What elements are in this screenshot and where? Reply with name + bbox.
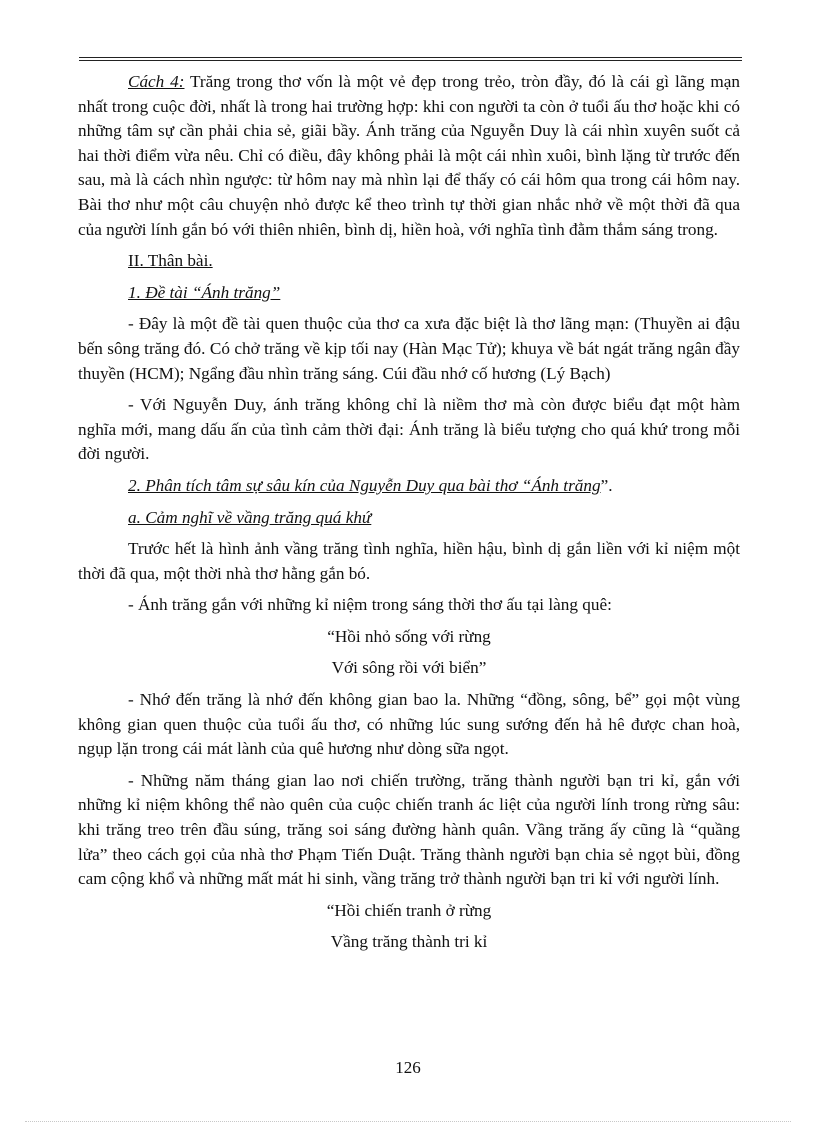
subsection-heading bbox=[78, 506, 740, 531]
topic-heading-text: 1. Đề tài “Ánh trăng” bbox=[128, 282, 281, 302]
cach-4-label: Cách 4: bbox=[128, 72, 185, 91]
header-rule-bottom bbox=[79, 60, 742, 61]
page-number: 126 bbox=[395, 1058, 421, 1077]
analysis-heading bbox=[78, 474, 740, 499]
section-heading bbox=[78, 249, 740, 274]
header-rule-top bbox=[79, 57, 742, 58]
paragraph-cach-4 bbox=[78, 70, 740, 242]
paragraph-nguyen-duy: - Với Nguyễn Duy, ánh trăng không chỉ là niềm thơ mà còn được biểu đạt một hàm nghĩa mới, mang dấu ấn của tình cảm thời đại: Ánh trăng là biểu tượng cho quá khứ trong mỗi đời người. bbox=[78, 395, 740, 464]
verse-line: Với sông rồi với biển” bbox=[331, 658, 487, 678]
verse-line: “Hồi chiến tranh ở rừng bbox=[326, 900, 492, 920]
topic-heading bbox=[78, 281, 740, 306]
analysis-heading-text: 2. Phân tích tâm sự sâu kín của Nguyễn Duy qua bài thơ “Ánh trăng bbox=[128, 475, 601, 495]
paragraph-intro-moon: Trước hết là hình ảnh vầng trăng tình nghĩa, hiền hậu, bình dị gắn liền với kỉ niệm một thời đã qua, một thời nhà thơ hằng gắn bó. bbox=[78, 539, 740, 583]
paragraph-topic-familiar: - Đây là một đề tài quen thuộc của thơ ca xưa đặc biệt là thơ lãng mạn: (Thuyền ai đậu bến sông trăng đó. Có chở trăng về kịp tối nay (Hàn Mạc Tử); khuya về bát ngát trăng ngân đầy thuyền (HCM); Ngẩng đầu nhìn trăng sáng. Cúi đầu nhớ cố hương (Lý Bạch) bbox=[78, 314, 740, 383]
section-heading-text: II. Thân bài. bbox=[128, 251, 213, 271]
subsection-heading-text: a. Cảm nghĩ về vầng trăng quá khứ bbox=[128, 507, 372, 527]
paragraph-space: - Nhớ đến trăng là nhớ đến không gian bao la. Những “đồng, sông, bể” gọi một vùng không gian quen thuộc của tuổi ấu thơ, có những lúc sung sướng đến hả hê được chan hoà, ngụp lặn trong cái mát lành của quê hương như dòng sữa ngọt. bbox=[78, 690, 740, 759]
cach-4-text: Trăng trong thơ vốn là một vẻ đẹp trong trẻo, tròn đầy, đó là cái gì lãng mạn nhất trong cuộc đời, nhất là trong hai trường hợp: khi con người ta còn ở tuổi ấu thơ hoặc khi có những tâm sự cần phải chia sẻ, giãi bầy. Ánh trăng của Nguyễn Duy là cái nhìn xuyên suốt cả hai thời điểm vừa nêu. Chỉ có điều, đây không phải là một cái nhìn xuôi, bình lặng từ trước đến sau, mà là cách nhìn ngược: từ hôm nay mà nhìn lại để thấy có cái hôm qua trong cái hôm nay. Bài thơ như một câu chuyện nhỏ được kể theo trình tự thời gian nhắc nhở về một thời đã qua của người lính gắn bó với thiên nhiên, bình dị, hiền hoà, với nghĩa tình đằm thắm sáng trong. bbox=[78, 72, 740, 239]
paragraph-childhood: - Ánh trăng gắn với những kỉ niệm trong sáng thời thơ ấu tại làng quê: bbox=[128, 595, 612, 615]
footer-dotted-rule bbox=[25, 1121, 791, 1122]
verse-line: Vầng trăng thành tri kỉ bbox=[330, 932, 488, 952]
page-content bbox=[78, 70, 740, 962]
analysis-heading-tail: ”. bbox=[600, 475, 613, 495]
paragraph-war-years: - Những năm tháng gian lao nơi chiến trường, trăng thành người bạn tri kỉ, gắn với những kỉ niệm không thể nào quên của cuộc chiến tranh ác liệt của người lính trong rừng sâu: khi trăng treo trên đầu súng, trăng soi sáng đường hành quân. Vầng trăng ấy cũng là “quầng lửa” theo cách gọi của nhà thơ Phạm Tiến Duật. Trăng thành người bạn chia sẻ ngọt bùi, đồng cam cộng khổ và những mất mát hi sinh, vầng trăng trở thành người bạn tri kỉ với người lính. bbox=[78, 770, 740, 889]
verse-line: “Hồi nhỏ sống với rừng bbox=[327, 626, 491, 646]
